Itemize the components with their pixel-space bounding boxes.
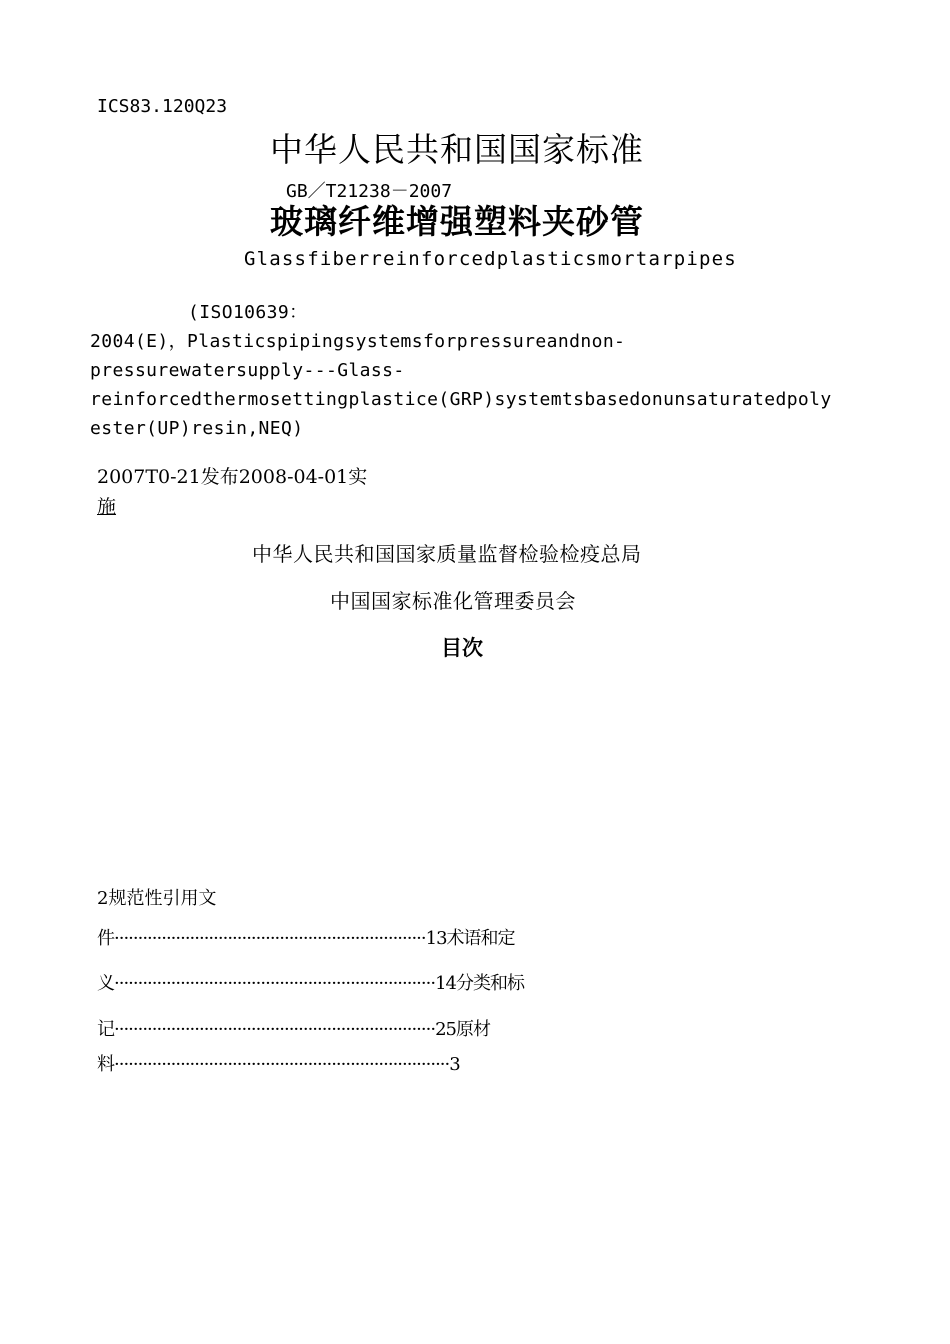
toc-line: 记····································································25原材 xyxy=(97,1019,490,1040)
document-title-en: Glassfiberreinforcedplasticsmortarpipes xyxy=(244,248,737,270)
publication-dates xyxy=(97,462,367,522)
toc-line: 料·······································································3 xyxy=(97,1054,460,1075)
iso-reference-line: ester(UP)resin,NEQ) xyxy=(90,418,304,439)
toc-line: 2规范性引用文 xyxy=(97,888,217,909)
issuer-aqsiq: 中华人民共和国国家质量监督检验检疫总局 xyxy=(252,542,642,566)
iso-reference-line: reinforcedthermosettingplastice(GRP)systemtsbasedonunsaturatedpoly xyxy=(90,389,832,410)
issuer-sac: 中国国家标准化管理委员会 xyxy=(330,589,576,613)
document-title-cn: 玻璃纤维增强塑料夹砂管 xyxy=(270,202,644,241)
national-standard-title: 中华人民共和国国家标准 xyxy=(270,130,644,169)
toc-title: 目次 xyxy=(441,636,483,660)
iso-reference-line: 2004(E)，Plasticspipingsystemsforpressureandnon- xyxy=(90,331,626,352)
iso-reference-line: (ISO10639： xyxy=(188,302,308,323)
toc-line: 义····································································14分类和标 xyxy=(97,973,524,994)
iso-reference xyxy=(90,298,850,443)
ics-code: ICS83.120Q23 xyxy=(97,96,228,117)
toc-line: 件··································································13术语和定 xyxy=(97,928,515,949)
standard-number: GB／T21238－2007 xyxy=(286,181,453,202)
iso-reference-line: pressurewatersupply---Glass- xyxy=(90,360,405,381)
dates-line: 2007T0-21发布2008-04-01实 xyxy=(97,466,368,488)
dates-line-continued: 施 xyxy=(97,496,117,518)
